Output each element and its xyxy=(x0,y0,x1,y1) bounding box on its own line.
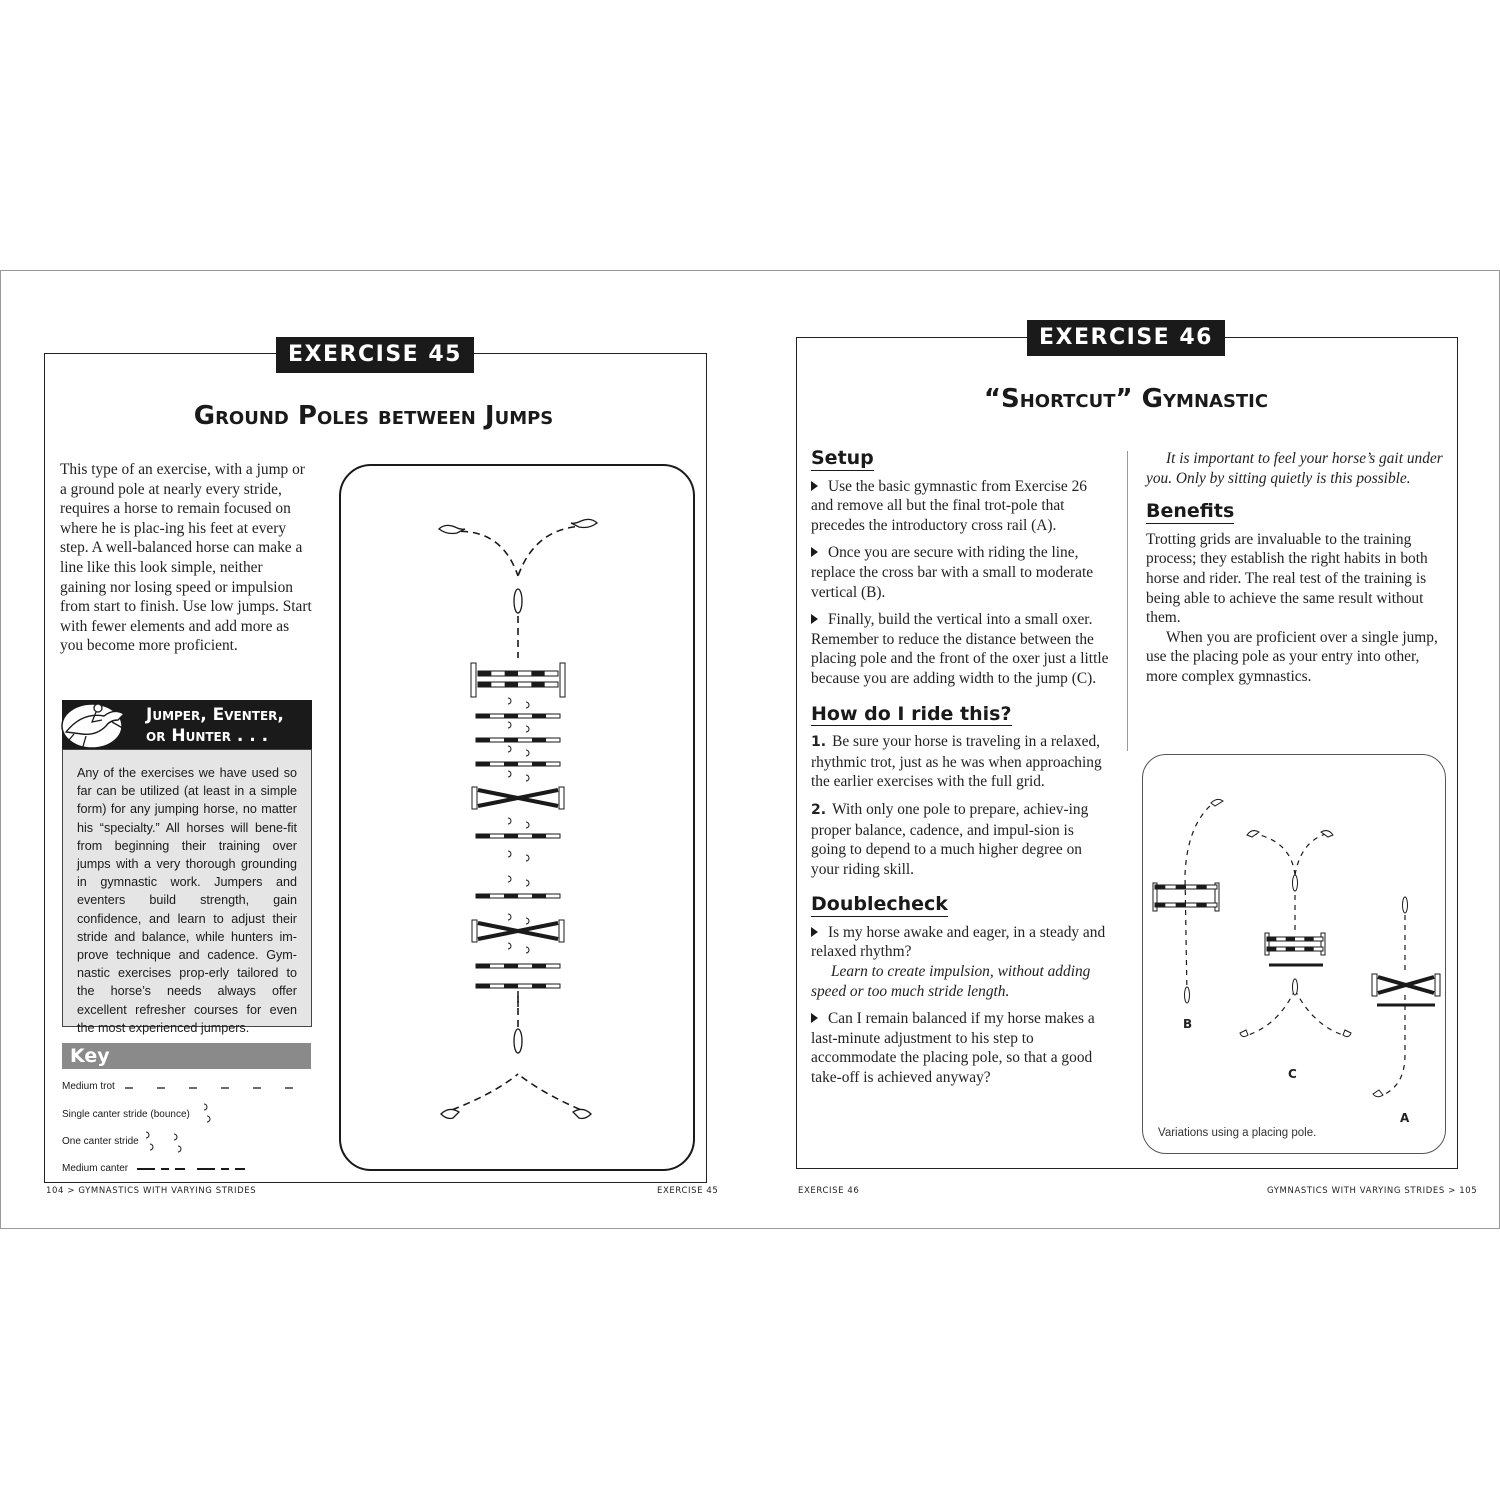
pole xyxy=(1267,947,1323,951)
exercise-46-tab: EXERCISE 46 xyxy=(1027,320,1225,356)
hoofprint-icon xyxy=(508,698,511,704)
triangle-bullet-icon xyxy=(811,927,818,937)
setup-item: Use the basic gymnastic from Exercise 26 and remove all but the final trot-pole that precedes the introductory cross rail (A). xyxy=(811,477,1087,534)
key-one-stride-swatch xyxy=(141,1129,191,1157)
right-page-title: “Shortcut” Gymnastic xyxy=(983,384,1269,414)
right-footer-running-head: EXERCISE 46 xyxy=(798,1186,860,1196)
hoofprint-icon xyxy=(526,947,529,953)
key-header: Key xyxy=(62,1043,311,1069)
benefits-paragraph-2: When you are proficient over a single jump, use the placing pole as your entry into other, more complex gymnastics. xyxy=(1146,628,1438,685)
benefits-heading: Benefits xyxy=(1146,500,1235,523)
book-spread xyxy=(0,270,1500,1229)
exercise-46-figure xyxy=(1142,754,1446,1154)
key-label: One canter stride xyxy=(62,1136,139,1147)
sidebar-body-text: Any of the exercises we have used so far can be utilized (at least in a simple form) for any jumping horse, no matter his “specialty.” All horses will bene-fit from beginning their training over jumps with a very thorough grounding in gymnastic work. Jumpers and eventers build strength, gain confidence, and learn to adjust their stride and balance, while hunters im-prove technique and cadence. Gym-nastic exercises prop-erly tailored to the horse’s needs always offer excellent refresher courses for even the most experienced jumpers. xyxy=(62,749,312,1027)
right-column-2 xyxy=(1146,449,1446,695)
exercise-45-tab: EXERCISE 45 xyxy=(276,337,474,373)
hoofprint-icon xyxy=(508,943,511,949)
pole xyxy=(476,964,560,968)
benefits-paragraph-1: Trotting grids are invaluable to the training process; they establish the right habits in both horse and rider. The real test of the training is being able to achieve the same result without them. xyxy=(1146,530,1428,627)
hoofprint-icon xyxy=(526,775,529,781)
key-label: Medium canter xyxy=(62,1163,129,1174)
tip-italic: It is important to feel your horse’s gait under you. Only by sitting quietly is this possible. xyxy=(1146,450,1443,487)
figure-label-c: C xyxy=(1288,1067,1297,1081)
sidebar-header xyxy=(62,700,312,749)
figure-label-a: A xyxy=(1400,1111,1410,1125)
pole xyxy=(478,682,558,687)
hoofprint-icon xyxy=(526,702,529,708)
key-bounce xyxy=(62,1109,190,1120)
jumping-horse-icon xyxy=(52,690,140,756)
pole xyxy=(1267,937,1323,941)
pole xyxy=(478,671,558,676)
exercise-45-diagram xyxy=(339,464,695,1171)
pole xyxy=(476,762,560,766)
doublecheck-question: Is my horse awake and eager, in a steady and relaxed rhythm? xyxy=(811,923,1106,961)
left-intro-text: This type of an exercise, with a jump or a ground pole at nearly every stride, requires a horse to remain focused on where he is plac-ing his feet at every step. A well-balanced horse can make a line like this look simple, neither gaining nor losing speed or impulsion from start to finish. Use low jumps. Start with fewer elements and add more as you become more proficient. xyxy=(60,461,312,655)
column-divider xyxy=(1127,451,1128,751)
hoofprint-icon xyxy=(508,876,511,882)
doublecheck-heading: Doublecheck xyxy=(811,893,948,916)
hoofprint-icon xyxy=(526,855,529,861)
pole xyxy=(476,738,560,742)
key-medium-canter-swatch xyxy=(135,1164,250,1174)
left-page-title: Ground Poles between Jumps xyxy=(193,401,554,431)
triangle-bullet-icon xyxy=(811,1013,818,1023)
key-medium-trot xyxy=(62,1081,115,1092)
hoofprint-icon xyxy=(508,818,511,824)
figure-caption: Variations using a placing pole. xyxy=(1158,1127,1317,1139)
triangle-bullet-icon xyxy=(811,481,818,491)
how-item: 1. Be sure your horse is traveling in a relaxed, rhythmic trot, just as he was when approaching the earlier exercises with the full grid. xyxy=(811,733,1102,791)
key-label: Single canter stride (bounce) xyxy=(62,1109,190,1120)
pole xyxy=(1155,903,1217,907)
sidebar-title-line1: Jumper, Eventer, xyxy=(146,705,284,725)
pole xyxy=(476,834,560,838)
setup-heading: Setup xyxy=(811,447,874,469)
hoofprint-icon xyxy=(508,722,511,728)
doublecheck-answer: Learn to create impulsion, without adding speed or too much stride length. xyxy=(811,963,1091,1000)
placing-pole-variations xyxy=(1143,755,1445,1153)
key-label: Medium trot xyxy=(62,1081,115,1092)
left-footer-running-head: EXERCISE 45 xyxy=(657,1186,719,1196)
right-column-1 xyxy=(811,449,1111,1096)
setup-item: Once you are secure with riding the line, replace the cross bar with a small to moderate vertical (B). xyxy=(811,544,1094,601)
pole xyxy=(476,714,560,718)
pole xyxy=(476,984,560,988)
right-footer-folio: GYMNASTICS WITH VARYING STRIDES > 105 xyxy=(1267,1186,1478,1196)
key-one-stride xyxy=(62,1136,139,1147)
hoofprint-icon xyxy=(526,822,529,828)
figure-label-b: B xyxy=(1183,1017,1193,1031)
hoofprint-icon xyxy=(526,880,529,886)
cross-rail xyxy=(472,920,564,942)
triangle-bullet-icon xyxy=(811,547,818,557)
hoofprint-icon xyxy=(526,726,529,732)
pole xyxy=(476,894,560,898)
key-bounce-swatch xyxy=(199,1101,219,1127)
cross-rail xyxy=(1372,974,1440,996)
doublecheck-question: Can I remain balanced if my horse makes a last-minute adjustment to his step to accommodate the placing pole, so that a good take-off is achieved anyway? xyxy=(811,1010,1095,1087)
pole xyxy=(1155,885,1217,889)
hoofprint-icon xyxy=(508,914,511,920)
how-heading: How do I ride this? xyxy=(811,702,1012,725)
setup-item: Finally, build the vertical into a small oxer. Remember to reduce the distance between the placing pole and the front of the oxer just a little because you are adding width to the jump (C). xyxy=(811,611,1109,687)
grid-poles xyxy=(471,663,565,1011)
hoofprint-icon xyxy=(508,771,511,777)
key-medium-trot-swatch xyxy=(123,1083,298,1093)
key-medium-canter xyxy=(62,1163,128,1174)
hoofprint-icon xyxy=(508,851,511,857)
grid-illustration xyxy=(341,466,693,1169)
hoofprint-icon xyxy=(526,918,529,924)
cross-rail xyxy=(472,787,564,809)
hoofprint-icon xyxy=(508,746,511,752)
how-item: 2. With only one pole to prepare, achiev-ing proper balance, cadence, and impul-sion is going to depend to a much higher degree on your riding skill. xyxy=(811,800,1089,878)
hoofprint-icon xyxy=(526,750,529,756)
sidebar-title-line2: or Hunter . . . xyxy=(146,726,269,746)
triangle-bullet-icon xyxy=(811,614,818,624)
left-footer-folio: 104 > GYMNASTICS WITH VARYING STRIDES xyxy=(46,1186,257,1196)
